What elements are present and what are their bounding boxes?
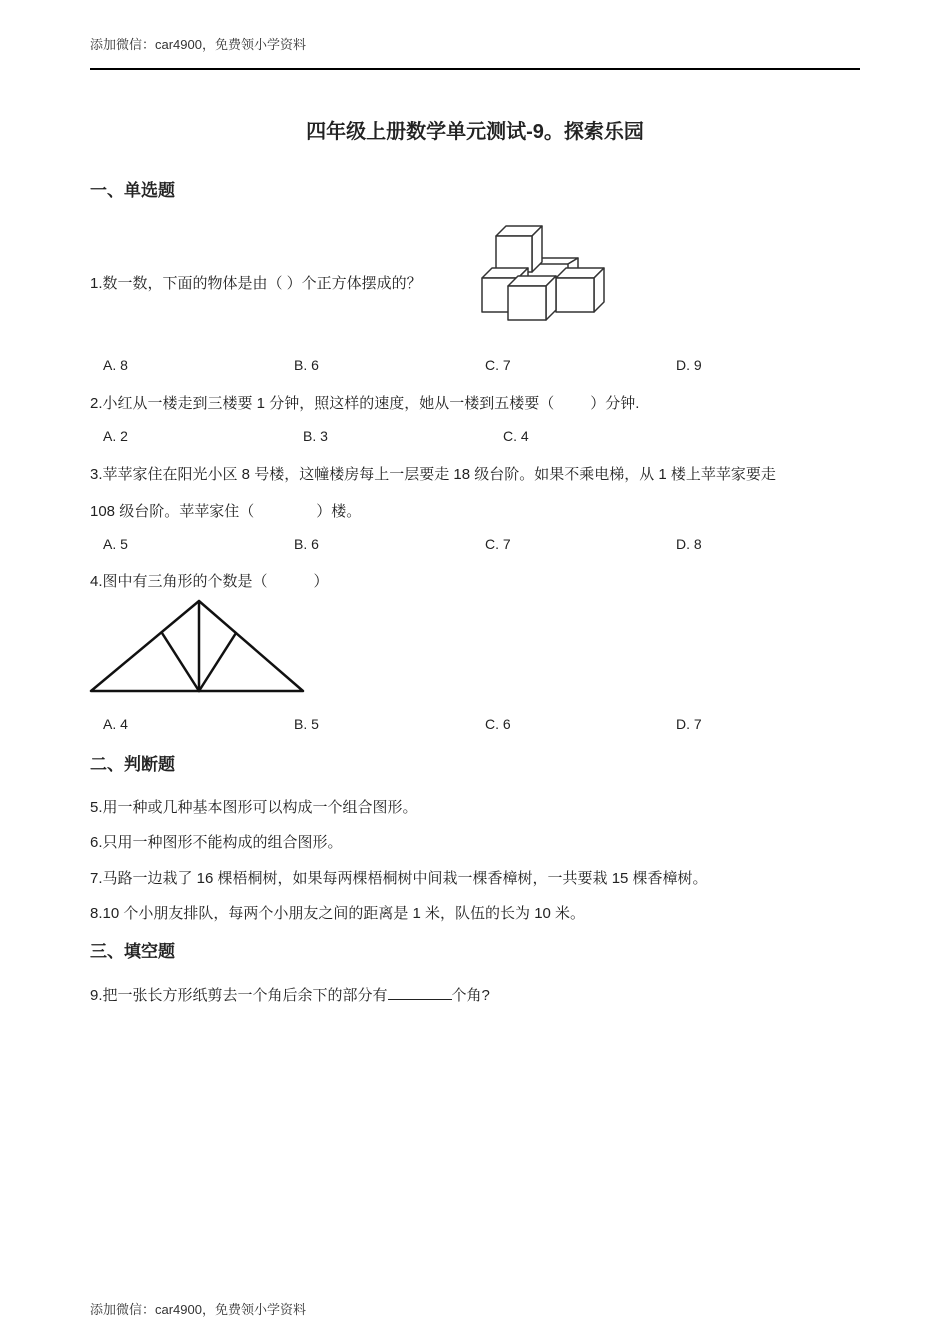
page-title: 四年级上册数学单元测试-9。探索乐园 bbox=[306, 121, 644, 143]
question-7-text: 7.马路一边栽了 16 棵梧桐树，如果每两棵梧桐树中间栽一棵香樟树，一共要栽 15 棵香樟树。 bbox=[90, 870, 708, 887]
q4-option-d[interactable]: D. 7 bbox=[676, 716, 702, 732]
question-3-line-1: 3.苹苹家住在阳光小区 8 号楼，这幢楼房每上一层要走 18 级台阶。如果不乘电梯，从 1 楼上苹苹家要走 bbox=[90, 466, 776, 483]
section-heading-fill-blank: 三、填空题 bbox=[90, 942, 175, 961]
q3-text-after: ）楼。 bbox=[316, 503, 362, 520]
question-3-line-2 bbox=[90, 500, 361, 521]
q4-option-b[interactable]: B. 5 bbox=[294, 716, 319, 732]
header-note: 添加微信：car4900，免费领小学资料 bbox=[90, 37, 306, 52]
question-8-text: 8.10 个小朋友排队，每两个小朋友之间的距离是 1 米，队伍的长为 10 米。 bbox=[90, 905, 586, 922]
q3-option-a[interactable]: A. 5 bbox=[103, 536, 128, 552]
section-heading-true-false: 二、判断题 bbox=[90, 755, 175, 774]
q2-option-b[interactable]: B. 3 bbox=[303, 428, 328, 444]
q3-option-c[interactable]: C. 7 bbox=[485, 536, 511, 552]
q9-text-before: 9.把一张长方形纸剪去一个角后余下的部分有 bbox=[90, 987, 388, 1004]
q2-option-a[interactable]: A. 2 bbox=[103, 428, 128, 444]
q4-text-after: ） bbox=[313, 573, 329, 590]
q3-option-b[interactable]: B. 6 bbox=[294, 536, 319, 552]
q3-text-before: 108 级台阶。苹苹家住（ bbox=[90, 503, 255, 520]
header-rule bbox=[90, 68, 860, 70]
question-9-text bbox=[90, 984, 490, 1005]
cube-stack-figure bbox=[478, 222, 610, 324]
q4-option-c[interactable]: C. 6 bbox=[485, 716, 511, 732]
question-4-text bbox=[90, 570, 329, 591]
q2-option-c[interactable]: C. 4 bbox=[503, 428, 529, 444]
footer-note: 添加微信：car4900，免费领小学资料 bbox=[90, 1302, 306, 1317]
answer-blank[interactable] bbox=[388, 985, 452, 1000]
triangle-figure bbox=[88, 598, 308, 696]
q2-text-before: 2.小红从一楼走到三楼要 1 分钟，照这样的速度，她从一楼到五楼要（ bbox=[90, 395, 555, 412]
q1-option-a[interactable]: A. 8 bbox=[103, 357, 128, 373]
q4-option-a[interactable]: A. 4 bbox=[103, 716, 128, 732]
q1-option-c[interactable]: C. 7 bbox=[485, 357, 511, 373]
question-2-text bbox=[90, 392, 639, 413]
section-heading-single-choice: 一、单选题 bbox=[90, 181, 175, 200]
q1-option-b[interactable]: B. 6 bbox=[294, 357, 319, 373]
q3-option-d[interactable]: D. 8 bbox=[676, 536, 702, 552]
question-6-text: 6.只用一种图形不能构成的组合图形。 bbox=[90, 834, 343, 851]
q4-text-before: 4.图中有三角形的个数是（ bbox=[90, 573, 268, 590]
q1-option-d[interactable]: D. 9 bbox=[676, 357, 702, 373]
q9-text-after: 个角? bbox=[451, 987, 490, 1004]
q2-text-after: ）分钟. bbox=[590, 395, 640, 412]
question-1-text: 1.数一数，下面的物体是由（ ）个正方体摆成的？ bbox=[90, 275, 422, 292]
question-5-text: 5.用一种或几种基本图形可以构成一个组合图形。 bbox=[90, 799, 418, 816]
